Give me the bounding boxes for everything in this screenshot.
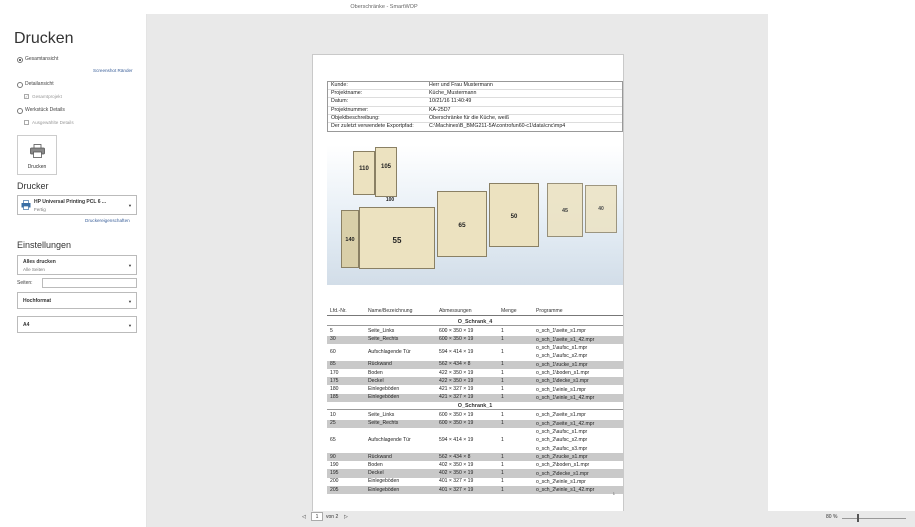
printer-status: Fertig — [34, 207, 46, 212]
cell-nr: 60 — [330, 348, 336, 355]
ausgewaehlte-details-label: Ausgewählte Details — [32, 120, 74, 125]
cell-qty: 1 — [501, 478, 504, 485]
info-key: Projektname: — [331, 90, 363, 97]
zoom-slider-handle[interactable] — [857, 514, 859, 522]
printer-select[interactable] — [17, 195, 137, 215]
cell-name: Aufschlagende Tür — [368, 348, 411, 355]
cell-program: o_sch_1\aufsc_s1.mpr — [536, 345, 588, 352]
option-detailansicht-label: Detailansicht — [25, 81, 54, 87]
info-value: KA-25D7 — [429, 106, 451, 113]
info-key: Datum: — [331, 98, 349, 105]
table-row — [327, 453, 623, 461]
cell-program: o_sch_1\seite_s1_42.mpr — [536, 336, 595, 343]
paper-size-value: A4 — [23, 322, 30, 328]
cell-dim: 401 × 327 × 19 — [439, 478, 474, 485]
cabinet-panel-110 — [353, 151, 375, 195]
printer-name: HP Universal Printing PCL 6 ... — [34, 199, 107, 205]
option-werkstueck-label: Werkstück Details — [25, 107, 65, 113]
render-label: 50 — [510, 214, 518, 220]
info-row — [328, 90, 622, 98]
cell-nr: 10 — [330, 412, 336, 419]
radio-detailansicht[interactable] — [17, 82, 23, 88]
column-header: Programme — [536, 308, 563, 314]
cell-program: o_sch_2\seite_s1.mpr — [536, 412, 586, 419]
window-title: Oberschränke - SmartWOP — [350, 4, 418, 10]
print-settings-panel — [0, 14, 146, 527]
render-label: 100 — [385, 197, 395, 203]
cell-nr: 170 — [330, 369, 339, 376]
cell-dim: 600 × 350 × 19 — [439, 420, 474, 427]
cell-program: o_sch_2\aufsc_s1.mpr — [536, 429, 588, 436]
cell-program: o_sch_1\rucke_s1.mpr — [536, 361, 588, 368]
radio-werkstueck-details[interactable] — [17, 108, 23, 114]
cabinet-front-45 — [547, 183, 583, 237]
cell-qty: 1 — [501, 453, 504, 460]
cell-nr: 30 — [330, 336, 336, 343]
render-label: 65 — [458, 222, 466, 229]
table-row — [327, 361, 623, 369]
info-value: 10/21/16 11:40:49 — [429, 98, 472, 105]
cell-nr: 185 — [330, 394, 339, 401]
cell-name: Seite_Rechts — [368, 420, 399, 427]
render-label: 55 — [392, 236, 402, 245]
info-row — [328, 115, 622, 123]
info-value: Oberschränke für die Küche, weiß — [429, 114, 510, 121]
cell-dim: 402 × 350 × 19 — [439, 461, 474, 468]
checkbox-gesamtprojekt[interactable]: ✓ — [25, 94, 29, 99]
orientation-select[interactable] — [17, 292, 137, 309]
print-range-select[interactable] — [17, 255, 137, 275]
cell-nr: 25 — [330, 420, 336, 427]
cell-qty: 1 — [501, 420, 504, 427]
table-row — [327, 344, 623, 361]
info-key: Objektbeschreibung: — [331, 114, 380, 121]
cell-name: Boden — [368, 369, 383, 376]
cell-dim: 594 × 414 × 19 — [439, 436, 474, 443]
cell-name: Deckel — [368, 377, 384, 384]
cell-program: o_sch_1\einle_s1_42.mpr — [536, 394, 595, 401]
cell-name: Aufschlagende Tür — [368, 436, 411, 443]
cell-dim: 421 × 327 × 19 — [439, 394, 474, 401]
chevron-down-icon: ▼ — [128, 203, 132, 208]
cabinet-3d-render — [327, 145, 623, 285]
chevron-down-icon: ▼ — [128, 323, 132, 328]
print-range-title: Alles drucken — [23, 259, 56, 265]
cell-dim: 600 × 350 × 19 — [439, 412, 474, 419]
table-row — [327, 461, 623, 469]
cell-qty: 1 — [501, 412, 504, 419]
zoom-slider[interactable] — [842, 518, 906, 519]
cell-qty: 1 — [501, 486, 504, 493]
checkbox-ausgewaehlte-details[interactable] — [24, 120, 29, 125]
screenshot-margins-link[interactable]: Screenshot Ränder — [93, 68, 133, 73]
info-key: Kunde: — [331, 82, 348, 88]
cell-nr: 200 — [330, 478, 339, 485]
info-key: Projektnummer: — [331, 106, 369, 113]
cell-program: o_sch_1\aufsc_s2.mpr — [536, 353, 588, 360]
pages-label: Seiten: — [17, 280, 33, 286]
cell-nr: 175 — [330, 377, 339, 384]
info-value: Küche_Mustermann — [429, 90, 477, 97]
cell-dim: 562 × 434 × 8 — [439, 453, 471, 460]
table-row — [327, 486, 623, 494]
cell-name: Rückwand — [368, 361, 392, 368]
cell-qty: 1 — [501, 461, 504, 468]
cell-name: Rückwand — [368, 453, 392, 460]
cell-nr: 65 — [330, 436, 336, 443]
cell-nr: 85 — [330, 361, 336, 368]
print-button[interactable] — [17, 135, 57, 175]
cell-program: o_sch_2\einle_s1_42.mpr — [536, 487, 595, 494]
chevron-down-icon: ▼ — [128, 299, 132, 304]
cell-qty: 1 — [501, 328, 504, 335]
printer-icon — [30, 144, 45, 158]
parts-table-header — [327, 307, 623, 316]
render-label: 140 — [345, 237, 355, 243]
render-label: 45 — [561, 208, 569, 214]
cell-name: Deckel — [368, 470, 384, 477]
cell-nr: 180 — [330, 386, 339, 393]
cell-nr: 205 — [330, 486, 339, 493]
render-label: 110 — [359, 166, 369, 172]
cell-name: Seite_Links — [368, 412, 395, 419]
chevron-down-icon: ▼ — [128, 263, 132, 268]
cell-name: Einlegeböden — [368, 486, 400, 493]
column-header: Lfd.-Nr. — [330, 308, 347, 314]
info-row — [328, 107, 622, 115]
cell-dim: 594 × 414 × 19 — [439, 348, 474, 355]
render-label: 105 — [380, 164, 391, 170]
cell-nr: 190 — [330, 461, 339, 468]
render-label: 40 — [598, 206, 604, 212]
info-row — [328, 123, 622, 131]
orientation-value: Hochformat — [23, 298, 52, 304]
print-range-sub: Alle Seiten — [23, 267, 45, 272]
next-page-button[interactable]: ▷ — [344, 514, 348, 520]
cell-qty: 1 — [501, 377, 504, 384]
cell-name: Einlegeböden — [368, 386, 400, 393]
printer-properties-link[interactable]: Druckereigenschaften — [85, 218, 130, 223]
gesamtprojekt-label: Gesamtprojekt — [32, 94, 62, 99]
info-value: Herr und Frau Mustermann — [429, 82, 493, 88]
table-row — [327, 369, 623, 377]
table-row — [327, 385, 623, 393]
table-row — [327, 478, 623, 486]
page-count: von 2 — [326, 514, 339, 520]
cabinet-panel-100 — [379, 199, 401, 203]
cell-qty: 1 — [501, 369, 504, 376]
preview-page — [312, 54, 624, 513]
printer-section-heading: Drucker — [17, 181, 49, 191]
cell-program: o_sch_2\boden_s1.mpr — [536, 462, 590, 469]
column-header: Abmessungen — [439, 308, 472, 314]
pages-input[interactable] — [42, 278, 137, 288]
cell-qty: 1 — [501, 436, 504, 443]
cabinet-side-140 — [341, 210, 359, 268]
cell-qty: 1 — [501, 336, 504, 343]
group-title: O_Schrank_4 — [327, 318, 623, 326]
cell-dim: 401 × 327 × 19 — [439, 486, 474, 493]
page-number: 1 — [612, 491, 615, 496]
cell-program: o_sch_2\decke_s1.mpr — [536, 470, 589, 477]
cabinet-front-40 — [585, 185, 617, 233]
cell-qty: 1 — [501, 348, 504, 355]
cell-program: o_sch_2\rucke_s1.mpr — [536, 453, 588, 460]
cell-nr: 195 — [330, 470, 339, 477]
cell-name: Einlegeböden — [368, 478, 400, 485]
cabinet-front-50 — [489, 183, 539, 247]
cell-name: Einlegeböden — [368, 394, 400, 401]
cell-program: o_sch_1\einle_s1.mpr — [536, 386, 586, 393]
cell-qty: 1 — [501, 394, 504, 401]
cell-program: o_sch_2\seite_s1_42.mpr — [536, 420, 595, 427]
project-info-table — [327, 81, 623, 132]
option-gesamtansicht-label: Gesamtansicht — [25, 56, 59, 62]
cell-program: o_sch_2\einle_s1.mpr — [536, 478, 586, 485]
cell-program: o_sch_2\aufsc_s3.mpr — [536, 445, 588, 452]
cell-qty: 1 — [501, 386, 504, 393]
cell-dim: 600 × 350 × 19 — [439, 336, 474, 343]
radio-gesamtansicht[interactable] — [17, 57, 23, 63]
table-row — [327, 377, 623, 385]
cell-nr: 5 — [330, 328, 333, 335]
cabinet-panel-105 — [375, 147, 397, 197]
cell-dim: 600 × 350 × 19 — [439, 328, 474, 335]
paper-size-select[interactable] — [17, 316, 137, 333]
cell-dim: 421 × 327 × 19 — [439, 386, 474, 393]
cell-dim: 562 × 434 × 8 — [439, 361, 471, 368]
zoom-level: 80 % — [826, 514, 838, 520]
current-page-input[interactable]: 1 — [311, 512, 323, 521]
cell-program: o_sch_1\boden_s1.mpr — [536, 369, 590, 376]
prev-page-button[interactable]: ◁ — [302, 514, 306, 520]
info-key: Der zuletzt verwendete Exportpfad: — [331, 122, 414, 129]
cell-program: o_sch_2\aufsc_s2.mpr — [536, 437, 588, 444]
column-header: Menge — [501, 308, 517, 314]
info-row — [328, 98, 622, 106]
group-title: O_Schrank_1 — [327, 402, 623, 410]
table-row — [327, 327, 623, 335]
print-preview-area[interactable] — [147, 14, 838, 527]
table-row — [327, 420, 623, 428]
cell-qty: 1 — [501, 470, 504, 477]
cabinet-front-65 — [437, 191, 487, 257]
info-row — [328, 82, 622, 90]
info-value: C:\Machines\B_BMG211-5A\controfun60-c1\data\cnc\mp4 — [429, 122, 566, 129]
status-bar — [294, 511, 915, 527]
cell-dim: 422 × 350 × 19 — [439, 369, 474, 376]
cell-name: Seite_Links — [368, 328, 395, 335]
table-row — [327, 336, 623, 344]
cell-name: Seite_Rechts — [368, 336, 399, 343]
print-button-label: Drucken — [27, 164, 47, 170]
column-header: Name/Bezeichnung — [368, 308, 413, 314]
settings-section-heading: Einstellungen — [17, 240, 72, 250]
printer-icon — [21, 200, 31, 210]
table-row — [327, 411, 623, 419]
table-row — [327, 428, 623, 453]
cell-name: Boden — [368, 461, 383, 468]
page-title: Drucken — [14, 30, 74, 47]
cell-nr: 90 — [330, 453, 336, 460]
cell-dim: 422 × 350 × 19 — [439, 377, 474, 384]
cell-program: o_sch_1\seite_s1.mpr — [536, 328, 586, 335]
table-row — [327, 469, 623, 477]
cell-dim: 402 × 350 × 19 — [439, 470, 474, 477]
table-row — [327, 394, 623, 402]
cell-qty: 1 — [501, 361, 504, 368]
cell-program: o_sch_1\decke_s1.mpr — [536, 378, 589, 385]
cabinet-front-55 — [359, 207, 435, 269]
